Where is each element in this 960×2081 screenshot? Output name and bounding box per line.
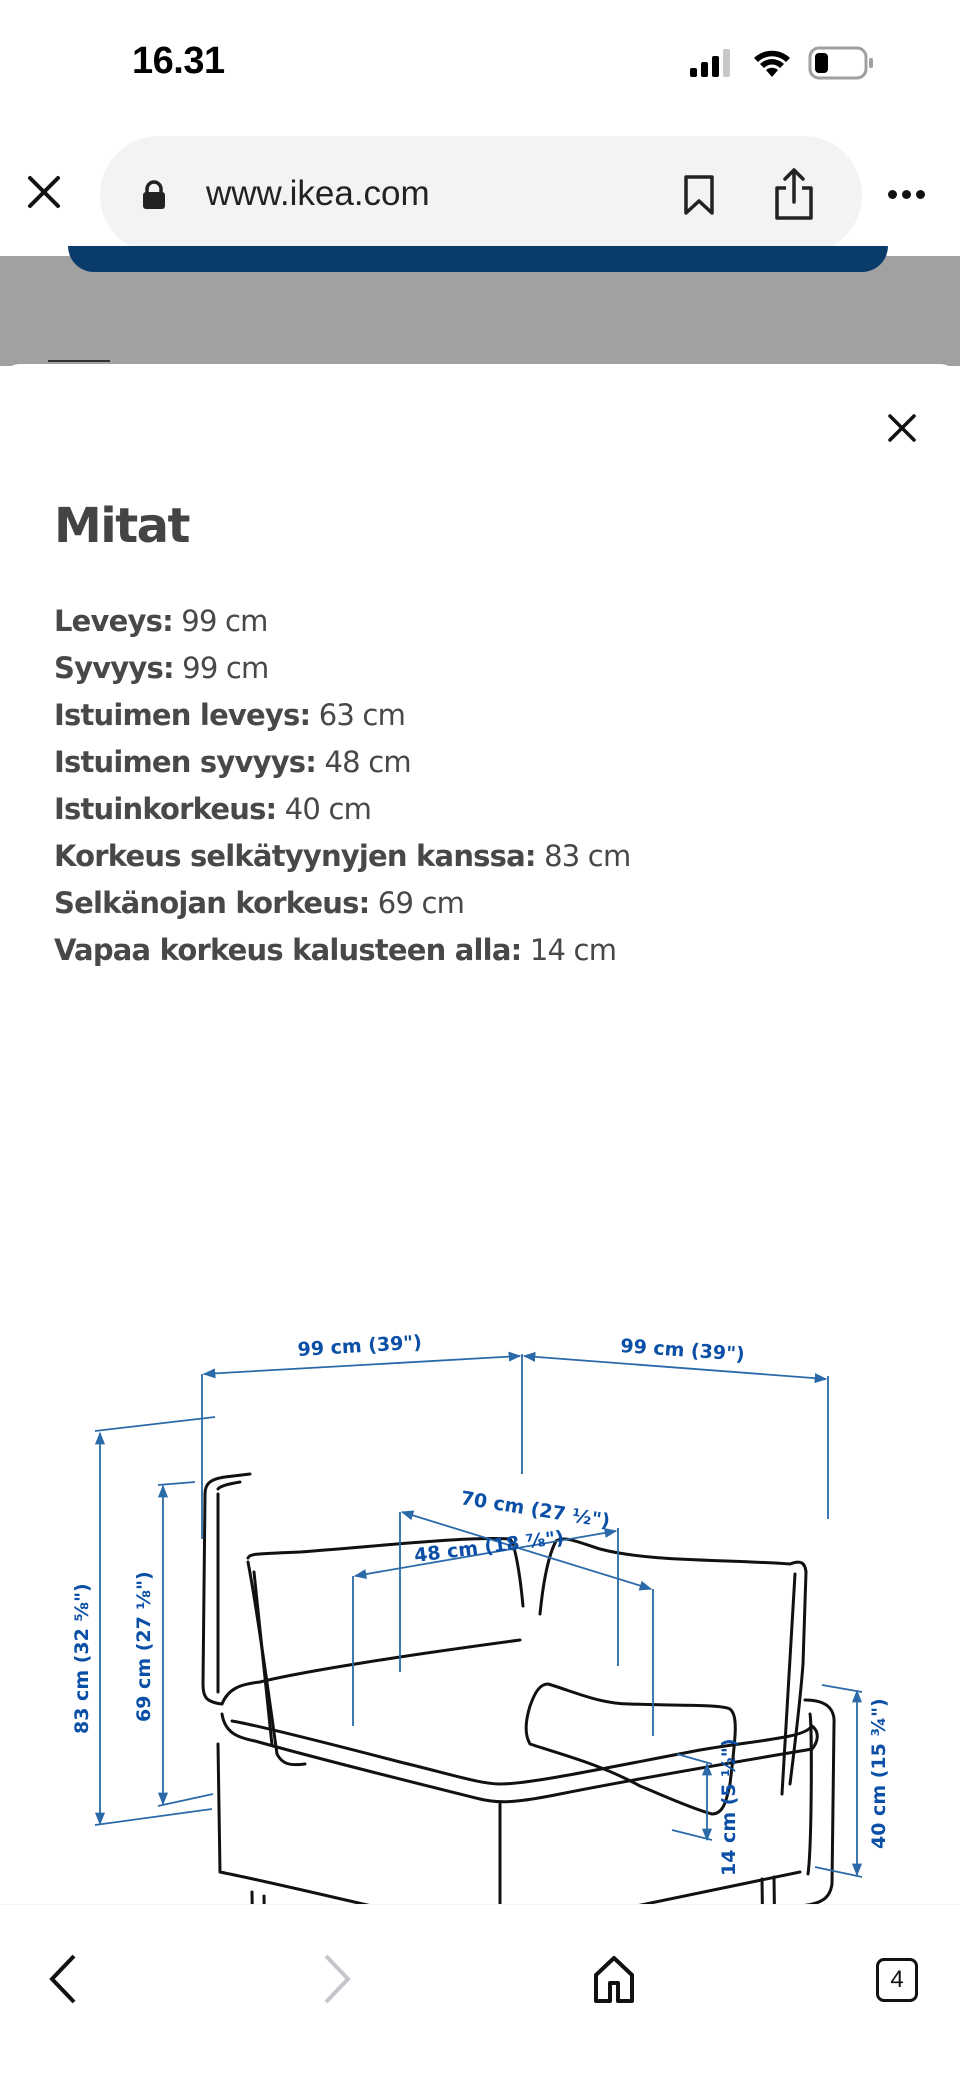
label-clearance: 14 cm (5 ½")	[718, 1738, 740, 1876]
forward-icon	[320, 1953, 354, 2005]
label-seat-depth: 48 cm (18 ⅞")	[412, 1526, 566, 1567]
dimension-value: 99 cm	[172, 604, 268, 638]
label-width-right: 99 cm (39")	[619, 1335, 746, 1366]
battery-icon	[808, 46, 874, 80]
dimension-label: Leveys:	[54, 604, 173, 638]
dimension-value: 48 cm	[316, 745, 411, 779]
dimension-label: Istuinkorkeus:	[54, 792, 277, 826]
dimension-value: 83 cm	[535, 839, 631, 873]
dimension-item	[54, 880, 630, 927]
dimension-label: Syvyys:	[54, 651, 174, 685]
page-background-overlay[interactable]	[0, 256, 960, 366]
dimension-label: Istuimen syvyys:	[54, 745, 317, 779]
dimension-diagram	[0, 1144, 960, 1904]
dimension-label: Selkänojan korkeus:	[54, 886, 370, 920]
dimension-value: 14 cm	[521, 933, 617, 967]
close-browser-button[interactable]	[24, 172, 72, 220]
close-icon	[884, 410, 920, 446]
dimensions-list	[54, 598, 630, 974]
dimension-item	[54, 598, 630, 645]
dimension-value: 69 cm	[369, 886, 465, 920]
share-icon	[772, 166, 816, 222]
status-time: 16.31	[132, 40, 225, 82]
dimension-value: 40 cm	[276, 792, 372, 826]
dimension-labels	[71, 1331, 890, 1876]
close-icon	[24, 172, 64, 212]
dimension-item	[54, 645, 630, 692]
back-icon	[46, 1953, 80, 2005]
dimensions-sheet	[0, 364, 960, 1904]
sheet-title: Mitat	[54, 498, 189, 554]
home-icon	[592, 1955, 636, 2005]
label-total-height: 83 cm (32 ⅝")	[71, 1583, 93, 1734]
label-seat-width: 70 cm (27 ½")	[459, 1487, 612, 1533]
url-field[interactable]	[100, 136, 862, 254]
page-tab-indicator	[48, 360, 110, 362]
url-text: www.ikea.com	[206, 174, 430, 213]
dimension-label: Korkeus selkätyynyjen kanssa:	[54, 839, 536, 873]
dimension-label: Vapaa korkeus kalusteen alla:	[54, 933, 522, 967]
label-width-left: 99 cm (39")	[296, 1331, 423, 1361]
more-dot	[888, 190, 897, 199]
dimension-item	[54, 692, 630, 739]
dimension-item	[54, 927, 630, 974]
home-button[interactable]	[592, 1955, 636, 2010]
dimension-item	[54, 739, 630, 786]
more-options-button[interactable]	[888, 190, 925, 199]
label-back-height: 69 cm (27 ⅛")	[133, 1571, 155, 1722]
bookmark-icon	[682, 174, 716, 216]
browser-toolbar	[0, 1904, 960, 2081]
bookmark-button[interactable]	[682, 174, 716, 221]
cellular-signal-icon	[688, 48, 736, 78]
page-banner	[68, 246, 888, 272]
dimension-value: 99 cm	[173, 651, 269, 685]
tabs-button[interactable]: 4	[876, 1958, 918, 2002]
wifi-icon	[752, 47, 792, 79]
dimension-item	[54, 833, 630, 880]
more-dot	[902, 190, 911, 199]
more-dot	[916, 190, 925, 199]
close-sheet-button[interactable]	[884, 410, 924, 450]
dimension-item	[54, 786, 630, 833]
browser-address-bar	[0, 120, 960, 256]
lock-icon	[142, 180, 166, 210]
share-button[interactable]	[772, 166, 816, 227]
dimension-value: 63 cm	[310, 698, 406, 732]
status-bar	[0, 0, 960, 120]
dimension-label: Istuimen leveys:	[54, 698, 311, 732]
status-icons	[688, 46, 874, 80]
forward-button[interactable]	[320, 1953, 354, 2010]
label-seat-height: 40 cm (15 ¾")	[868, 1698, 890, 1849]
back-button[interactable]	[46, 1953, 80, 2010]
